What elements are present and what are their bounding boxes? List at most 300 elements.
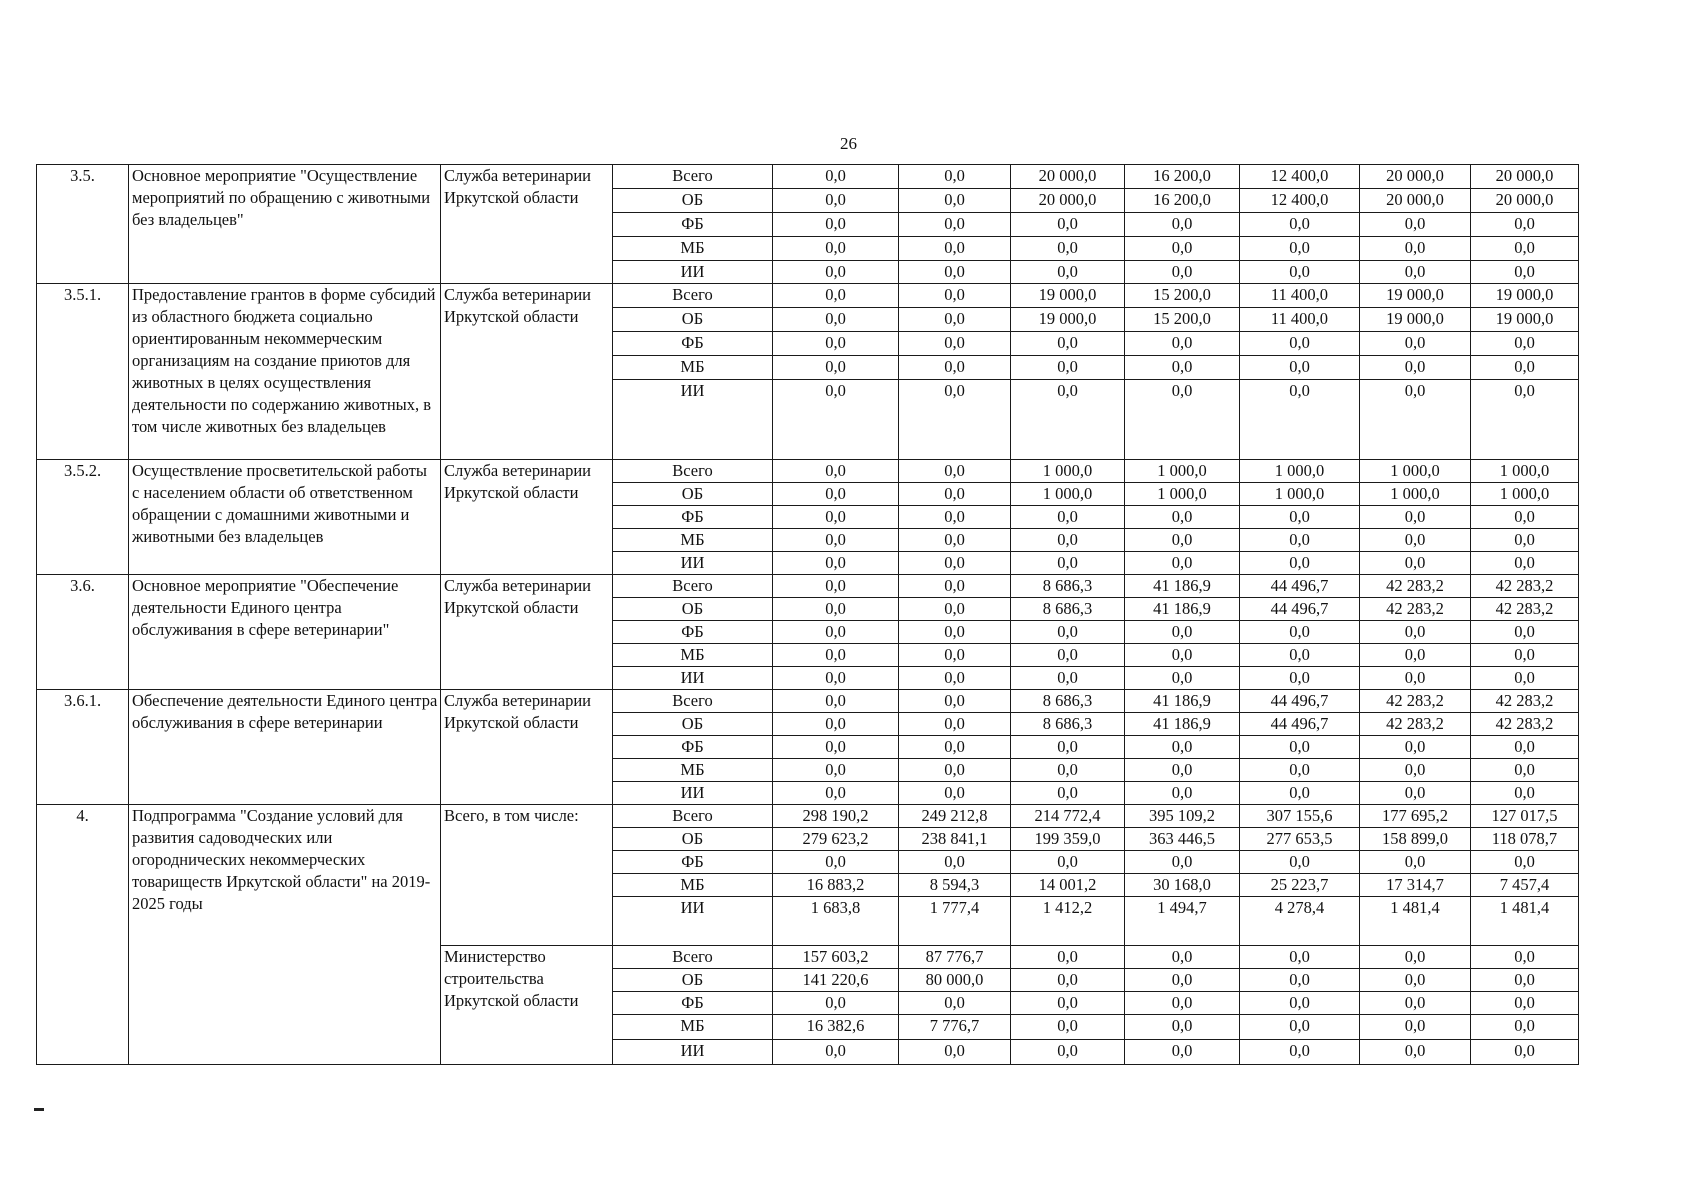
amount-cell: 1 000,0 xyxy=(1471,483,1579,506)
funding-source: ФБ xyxy=(613,213,773,237)
table-row xyxy=(37,460,1579,483)
amount-cell: 0,0 xyxy=(899,284,1011,308)
amount-cell: 11 400,0 xyxy=(1240,308,1360,332)
funding-source: МБ xyxy=(613,237,773,261)
amount-cell: 19 000,0 xyxy=(1471,308,1579,332)
amount-cell: 141 220,6 xyxy=(773,969,899,992)
funding-source: ИИ xyxy=(613,261,773,284)
amount-cell: 0,0 xyxy=(1471,552,1579,575)
amount-cell: 0,0 xyxy=(1125,332,1240,356)
amount-cell: 1 000,0 xyxy=(1125,483,1240,506)
funding-source: Всего xyxy=(613,165,773,189)
table-row xyxy=(37,690,1579,713)
table-row xyxy=(37,284,1579,308)
amount-cell: 42 283,2 xyxy=(1360,713,1471,736)
amount-cell: 0,0 xyxy=(1125,992,1240,1015)
amount-cell: 20 000,0 xyxy=(1011,189,1125,213)
amount-cell: 0,0 xyxy=(1360,969,1471,992)
amount-cell: 0,0 xyxy=(1125,782,1240,805)
amount-cell: 0,0 xyxy=(773,782,899,805)
amount-cell: 20 000,0 xyxy=(1011,165,1125,189)
amount-cell: 1 481,4 xyxy=(1471,897,1579,946)
amount-cell: 0,0 xyxy=(1011,782,1125,805)
amount-cell: 0,0 xyxy=(773,308,899,332)
executor: Служба ветеринарии Иркутской области xyxy=(441,284,613,460)
amount-cell: 0,0 xyxy=(1240,851,1360,874)
amount-cell: 0,0 xyxy=(1011,1040,1125,1065)
amount-cell: 0,0 xyxy=(1011,506,1125,529)
amount-cell: 0,0 xyxy=(1240,621,1360,644)
amount-cell: 0,0 xyxy=(1471,992,1579,1015)
amount-cell: 363 446,5 xyxy=(1125,828,1240,851)
amount-cell: 0,0 xyxy=(1011,261,1125,284)
amount-cell: 0,0 xyxy=(899,644,1011,667)
amount-cell: 0,0 xyxy=(1471,237,1579,261)
amount-cell: 20 000,0 xyxy=(1360,165,1471,189)
executor: Служба ветеринарии Иркутской области xyxy=(441,460,613,575)
executor: Министерство строительства Иркутской области xyxy=(441,946,613,1065)
amount-cell: 0,0 xyxy=(1125,621,1240,644)
funding-source: Всего xyxy=(613,690,773,713)
amount-cell: 7 457,4 xyxy=(1471,874,1579,897)
amount-cell: 0,0 xyxy=(1471,782,1579,805)
amount-cell: 0,0 xyxy=(773,380,899,460)
amount-cell: 0,0 xyxy=(1360,552,1471,575)
amount-cell: 0,0 xyxy=(899,575,1011,598)
amount-cell: 0,0 xyxy=(899,667,1011,690)
amount-cell: 1 000,0 xyxy=(1240,483,1360,506)
amount-cell: 0,0 xyxy=(773,759,899,782)
amount-cell: 1 000,0 xyxy=(1360,460,1471,483)
amount-cell: 0,0 xyxy=(1360,621,1471,644)
amount-cell: 0,0 xyxy=(1240,992,1360,1015)
amount-cell: 0,0 xyxy=(773,483,899,506)
amount-cell: 0,0 xyxy=(899,213,1011,237)
amount-cell: 0,0 xyxy=(1240,946,1360,969)
amount-cell: 1 000,0 xyxy=(1125,460,1240,483)
amount-cell: 0,0 xyxy=(1011,621,1125,644)
funding-source: ИИ xyxy=(613,667,773,690)
amount-cell: 277 653,5 xyxy=(1240,828,1360,851)
amount-cell: 0,0 xyxy=(1125,356,1240,380)
amount-cell: 0,0 xyxy=(1471,332,1579,356)
amount-cell: 0,0 xyxy=(773,165,899,189)
funding-source: ФБ xyxy=(613,621,773,644)
amount-cell: 0,0 xyxy=(1360,529,1471,552)
amount-cell: 0,0 xyxy=(773,851,899,874)
amount-cell: 4 278,4 xyxy=(1240,897,1360,946)
item-number: 3.6. xyxy=(37,575,129,690)
amount-cell: 25 223,7 xyxy=(1240,874,1360,897)
amount-cell: 0,0 xyxy=(1360,667,1471,690)
amount-cell: 20 000,0 xyxy=(1360,189,1471,213)
amount-cell: 14 001,2 xyxy=(1011,874,1125,897)
amount-cell: 0,0 xyxy=(1125,644,1240,667)
funding-source: ОБ xyxy=(613,969,773,992)
amount-cell: 279 623,2 xyxy=(773,828,899,851)
item-name: Обеспечение деятельности Единого центра обслуживания в сфере ветеринарии xyxy=(129,690,441,805)
amount-cell: 1 683,8 xyxy=(773,897,899,946)
amount-cell: 118 078,7 xyxy=(1471,828,1579,851)
amount-cell: 0,0 xyxy=(1240,782,1360,805)
amount-cell: 1 000,0 xyxy=(1360,483,1471,506)
amount-cell: 42 283,2 xyxy=(1471,598,1579,621)
amount-cell: 0,0 xyxy=(1471,213,1579,237)
amount-cell: 0,0 xyxy=(899,483,1011,506)
amount-cell: 12 400,0 xyxy=(1240,165,1360,189)
item-number: 3.5.2. xyxy=(37,460,129,575)
amount-cell: 0,0 xyxy=(899,460,1011,483)
funding-source: ИИ xyxy=(613,552,773,575)
amount-cell: 15 200,0 xyxy=(1125,284,1240,308)
funding-source: ОБ xyxy=(613,483,773,506)
amount-cell: 0,0 xyxy=(1011,332,1125,356)
amount-cell: 0,0 xyxy=(773,506,899,529)
funding-source: МБ xyxy=(613,356,773,380)
funding-source: Всего xyxy=(613,805,773,828)
amount-cell: 0,0 xyxy=(1471,621,1579,644)
item-name: Осуществление просветительской работы с населением области об ответственном обращении с домашними животными и животными без владельцев xyxy=(129,460,441,575)
amount-cell: 0,0 xyxy=(773,552,899,575)
table-row xyxy=(37,165,1579,189)
table-row xyxy=(37,575,1579,598)
amount-cell: 0,0 xyxy=(899,736,1011,759)
amount-cell: 0,0 xyxy=(1240,380,1360,460)
amount-cell: 0,0 xyxy=(1011,356,1125,380)
amount-cell: 0,0 xyxy=(899,713,1011,736)
amount-cell: 0,0 xyxy=(1471,529,1579,552)
corner-mark xyxy=(34,1108,44,1111)
amount-cell: 0,0 xyxy=(899,552,1011,575)
amount-cell: 0,0 xyxy=(773,575,899,598)
amount-cell: 0,0 xyxy=(773,736,899,759)
amount-cell: 17 314,7 xyxy=(1360,874,1471,897)
amount-cell: 0,0 xyxy=(1240,356,1360,380)
amount-cell: 1 000,0 xyxy=(1240,460,1360,483)
amount-cell: 0,0 xyxy=(773,598,899,621)
amount-cell: 44 496,7 xyxy=(1240,598,1360,621)
amount-cell: 0,0 xyxy=(1125,946,1240,969)
amount-cell: 0,0 xyxy=(899,165,1011,189)
amount-cell: 0,0 xyxy=(1011,992,1125,1015)
executor: Служба ветеринарии Иркутской области xyxy=(441,165,613,284)
amount-cell: 0,0 xyxy=(1360,946,1471,969)
amount-cell: 0,0 xyxy=(1471,261,1579,284)
funding-source: ОБ xyxy=(613,713,773,736)
amount-cell: 0,0 xyxy=(1125,736,1240,759)
amount-cell: 0,0 xyxy=(899,356,1011,380)
amount-cell: 0,0 xyxy=(1471,946,1579,969)
item-name: Подпрограмма "Создание условий для развития садоводческих или огороднических некоммерческих товариществ Иркутской области" на 2019-2025 годы xyxy=(129,805,441,1065)
amount-cell: 0,0 xyxy=(1125,969,1240,992)
amount-cell: 11 400,0 xyxy=(1240,284,1360,308)
amount-cell: 7 776,7 xyxy=(899,1015,1011,1040)
executor: Служба ветеринарии Иркутской области xyxy=(441,575,613,690)
item-number: 3.6.1. xyxy=(37,690,129,805)
funding-source: ОБ xyxy=(613,828,773,851)
funding-source: ФБ xyxy=(613,851,773,874)
amount-cell: 0,0 xyxy=(899,308,1011,332)
amount-cell: 199 359,0 xyxy=(1011,828,1125,851)
amount-cell: 42 283,2 xyxy=(1360,690,1471,713)
amount-cell: 0,0 xyxy=(1125,380,1240,460)
amount-cell: 0,0 xyxy=(899,332,1011,356)
amount-cell: 8 686,3 xyxy=(1011,690,1125,713)
funding-source: Всего xyxy=(613,575,773,598)
amount-cell: 298 190,2 xyxy=(773,805,899,828)
funding-source: Всего xyxy=(613,284,773,308)
amount-cell: 16 883,2 xyxy=(773,874,899,897)
amount-cell: 249 212,8 xyxy=(899,805,1011,828)
funding-source: ОБ xyxy=(613,598,773,621)
amount-cell: 0,0 xyxy=(773,332,899,356)
amount-cell: 0,0 xyxy=(1360,644,1471,667)
amount-cell: 177 695,2 xyxy=(1360,805,1471,828)
amount-cell: 0,0 xyxy=(899,992,1011,1015)
funding-source: ФБ xyxy=(613,506,773,529)
amount-cell: 42 283,2 xyxy=(1360,598,1471,621)
amount-cell: 42 283,2 xyxy=(1471,690,1579,713)
amount-cell: 0,0 xyxy=(773,1040,899,1065)
amount-cell: 19 000,0 xyxy=(1011,308,1125,332)
table-row xyxy=(37,805,1579,828)
item-number: 3.5. xyxy=(37,165,129,284)
amount-cell: 20 000,0 xyxy=(1471,165,1579,189)
amount-cell: 8 686,3 xyxy=(1011,575,1125,598)
amount-cell: 0,0 xyxy=(1125,213,1240,237)
executor: Всего, в том числе: xyxy=(441,805,613,946)
item-name: Предоставление грантов в форме субсидий из областного бюджета социально ориентированным некоммерческим организациям на создание приютов для животных в целях осуществления деятельности по содержанию животных, в том числе животных без владельцев xyxy=(129,284,441,460)
amount-cell: 0,0 xyxy=(1125,667,1240,690)
funding-source: МБ xyxy=(613,644,773,667)
amount-cell: 41 186,9 xyxy=(1125,598,1240,621)
amount-cell: 0,0 xyxy=(1240,644,1360,667)
amount-cell: 0,0 xyxy=(899,1040,1011,1065)
amount-cell: 0,0 xyxy=(773,667,899,690)
funding-source: Всего xyxy=(613,946,773,969)
amount-cell: 41 186,9 xyxy=(1125,575,1240,598)
amount-cell: 19 000,0 xyxy=(1011,284,1125,308)
amount-cell: 395 109,2 xyxy=(1125,805,1240,828)
amount-cell: 1 777,4 xyxy=(899,897,1011,946)
amount-cell: 0,0 xyxy=(1240,237,1360,261)
amount-cell: 0,0 xyxy=(1011,759,1125,782)
amount-cell: 0,0 xyxy=(1240,1040,1360,1065)
amount-cell: 0,0 xyxy=(899,261,1011,284)
amount-cell: 0,0 xyxy=(1240,529,1360,552)
amount-cell: 0,0 xyxy=(1471,667,1579,690)
amount-cell: 0,0 xyxy=(1360,1040,1471,1065)
amount-cell: 12 400,0 xyxy=(1240,189,1360,213)
amount-cell: 41 186,9 xyxy=(1125,713,1240,736)
funding-source: МБ xyxy=(613,874,773,897)
amount-cell: 1 494,7 xyxy=(1125,897,1240,946)
amount-cell: 42 283,2 xyxy=(1471,575,1579,598)
funding-source: ОБ xyxy=(613,308,773,332)
amount-cell: 0,0 xyxy=(773,529,899,552)
amount-cell: 1 000,0 xyxy=(1011,483,1125,506)
amount-cell: 0,0 xyxy=(773,356,899,380)
amount-cell: 1 000,0 xyxy=(1011,460,1125,483)
amount-cell: 0,0 xyxy=(1240,506,1360,529)
amount-cell: 0,0 xyxy=(1360,782,1471,805)
amount-cell: 0,0 xyxy=(1360,506,1471,529)
amount-cell: 0,0 xyxy=(1471,380,1579,460)
amount-cell: 0,0 xyxy=(773,213,899,237)
amount-cell: 0,0 xyxy=(773,992,899,1015)
amount-cell: 238 841,1 xyxy=(899,828,1011,851)
amount-cell: 1 481,4 xyxy=(1360,897,1471,946)
amount-cell: 0,0 xyxy=(773,261,899,284)
amount-cell: 0,0 xyxy=(1011,946,1125,969)
amount-cell: 44 496,7 xyxy=(1240,713,1360,736)
amount-cell: 0,0 xyxy=(1011,736,1125,759)
amount-cell: 8 686,3 xyxy=(1011,598,1125,621)
amount-cell: 0,0 xyxy=(1011,644,1125,667)
amount-cell: 0,0 xyxy=(773,621,899,644)
amount-cell: 30 168,0 xyxy=(1125,874,1240,897)
amount-cell: 0,0 xyxy=(1471,644,1579,667)
item-number: 4. xyxy=(37,805,129,1065)
amount-cell: 0,0 xyxy=(1011,851,1125,874)
amount-cell: 41 186,9 xyxy=(1125,690,1240,713)
amount-cell: 16 200,0 xyxy=(1125,189,1240,213)
amount-cell: 80 000,0 xyxy=(899,969,1011,992)
amount-cell: 0,0 xyxy=(1360,332,1471,356)
amount-cell: 0,0 xyxy=(1471,356,1579,380)
amount-cell: 16 200,0 xyxy=(1125,165,1240,189)
amount-cell: 0,0 xyxy=(773,690,899,713)
amount-cell: 19 000,0 xyxy=(1360,308,1471,332)
amount-cell: 0,0 xyxy=(1360,992,1471,1015)
amount-cell: 0,0 xyxy=(1360,237,1471,261)
funding-source: ИИ xyxy=(613,1040,773,1065)
budget-table xyxy=(36,164,1579,1065)
amount-cell: 0,0 xyxy=(1240,1015,1360,1040)
amount-cell: 158 899,0 xyxy=(1360,828,1471,851)
amount-cell: 0,0 xyxy=(1125,759,1240,782)
amount-cell: 0,0 xyxy=(899,506,1011,529)
amount-cell: 0,0 xyxy=(1240,969,1360,992)
amount-cell: 0,0 xyxy=(899,237,1011,261)
amount-cell: 0,0 xyxy=(1471,969,1579,992)
item-number: 3.5.1. xyxy=(37,284,129,460)
funding-source: ИИ xyxy=(613,782,773,805)
amount-cell: 0,0 xyxy=(773,713,899,736)
executor: Служба ветеринарии Иркутской области xyxy=(441,690,613,805)
amount-cell: 0,0 xyxy=(899,621,1011,644)
amount-cell: 19 000,0 xyxy=(1360,284,1471,308)
funding-source: Всего xyxy=(613,460,773,483)
amount-cell: 87 776,7 xyxy=(899,946,1011,969)
amount-cell: 0,0 xyxy=(1011,969,1125,992)
amount-cell: 42 283,2 xyxy=(1471,713,1579,736)
amount-cell: 0,0 xyxy=(1125,851,1240,874)
amount-cell: 0,0 xyxy=(1471,759,1579,782)
amount-cell: 157 603,2 xyxy=(773,946,899,969)
amount-cell: 0,0 xyxy=(1471,851,1579,874)
amount-cell: 0,0 xyxy=(1125,1040,1240,1065)
amount-cell: 307 155,6 xyxy=(1240,805,1360,828)
amount-cell: 0,0 xyxy=(1471,1040,1579,1065)
funding-source: ИИ xyxy=(613,897,773,946)
amount-cell: 0,0 xyxy=(1011,529,1125,552)
amount-cell: 0,0 xyxy=(1125,529,1240,552)
funding-source: МБ xyxy=(613,529,773,552)
amount-cell: 0,0 xyxy=(899,782,1011,805)
amount-cell: 44 496,7 xyxy=(1240,575,1360,598)
amount-cell: 0,0 xyxy=(1240,736,1360,759)
amount-cell: 8 686,3 xyxy=(1011,713,1125,736)
amount-cell: 15 200,0 xyxy=(1125,308,1240,332)
amount-cell: 0,0 xyxy=(899,529,1011,552)
amount-cell: 0,0 xyxy=(1011,237,1125,261)
amount-cell: 0,0 xyxy=(1011,380,1125,460)
amount-cell: 0,0 xyxy=(899,851,1011,874)
amount-cell: 0,0 xyxy=(899,690,1011,713)
amount-cell: 0,0 xyxy=(1240,759,1360,782)
amount-cell: 0,0 xyxy=(1360,736,1471,759)
amount-cell: 0,0 xyxy=(1360,759,1471,782)
amount-cell: 0,0 xyxy=(1240,261,1360,284)
amount-cell: 0,0 xyxy=(1240,213,1360,237)
amount-cell: 19 000,0 xyxy=(1471,284,1579,308)
amount-cell: 0,0 xyxy=(1011,213,1125,237)
amount-cell: 1 000,0 xyxy=(1471,460,1579,483)
amount-cell: 0,0 xyxy=(1360,851,1471,874)
funding-source: ФБ xyxy=(613,736,773,759)
amount-cell: 0,0 xyxy=(1011,1015,1125,1040)
amount-cell: 0,0 xyxy=(1240,667,1360,690)
amount-cell: 44 496,7 xyxy=(1240,690,1360,713)
amount-cell: 0,0 xyxy=(1125,261,1240,284)
amount-cell: 0,0 xyxy=(773,237,899,261)
funding-source: ОБ xyxy=(613,189,773,213)
amount-cell: 0,0 xyxy=(773,284,899,308)
amount-cell: 0,0 xyxy=(1360,356,1471,380)
amount-cell: 0,0 xyxy=(1240,332,1360,356)
amount-cell: 0,0 xyxy=(773,460,899,483)
amount-cell: 0,0 xyxy=(899,380,1011,460)
amount-cell: 42 283,2 xyxy=(1360,575,1471,598)
amount-cell: 0,0 xyxy=(1240,552,1360,575)
amount-cell: 20 000,0 xyxy=(1471,189,1579,213)
amount-cell: 0,0 xyxy=(1125,237,1240,261)
amount-cell: 0,0 xyxy=(773,189,899,213)
funding-source: МБ xyxy=(613,1015,773,1040)
amount-cell: 0,0 xyxy=(1471,506,1579,529)
amount-cell: 127 017,5 xyxy=(1471,805,1579,828)
item-name: Основное мероприятие "Обеспечение деятельности Единого центра обслуживания в сфере ветеринарии" xyxy=(129,575,441,690)
amount-cell: 0,0 xyxy=(899,598,1011,621)
funding-source: ФБ xyxy=(613,332,773,356)
amount-cell: 0,0 xyxy=(1360,213,1471,237)
amount-cell: 0,0 xyxy=(1471,736,1579,759)
amount-cell: 0,0 xyxy=(1011,667,1125,690)
amount-cell: 8 594,3 xyxy=(899,874,1011,897)
amount-cell: 0,0 xyxy=(1360,1015,1471,1040)
amount-cell: 0,0 xyxy=(1471,1015,1579,1040)
amount-cell: 0,0 xyxy=(1125,552,1240,575)
funding-source: ФБ xyxy=(613,992,773,1015)
amount-cell: 0,0 xyxy=(899,189,1011,213)
amount-cell: 0,0 xyxy=(773,644,899,667)
amount-cell: 1 412,2 xyxy=(1011,897,1125,946)
funding-source: МБ xyxy=(613,759,773,782)
funding-source: ИИ xyxy=(613,380,773,460)
amount-cell: 0,0 xyxy=(1360,380,1471,460)
amount-cell: 0,0 xyxy=(1011,552,1125,575)
